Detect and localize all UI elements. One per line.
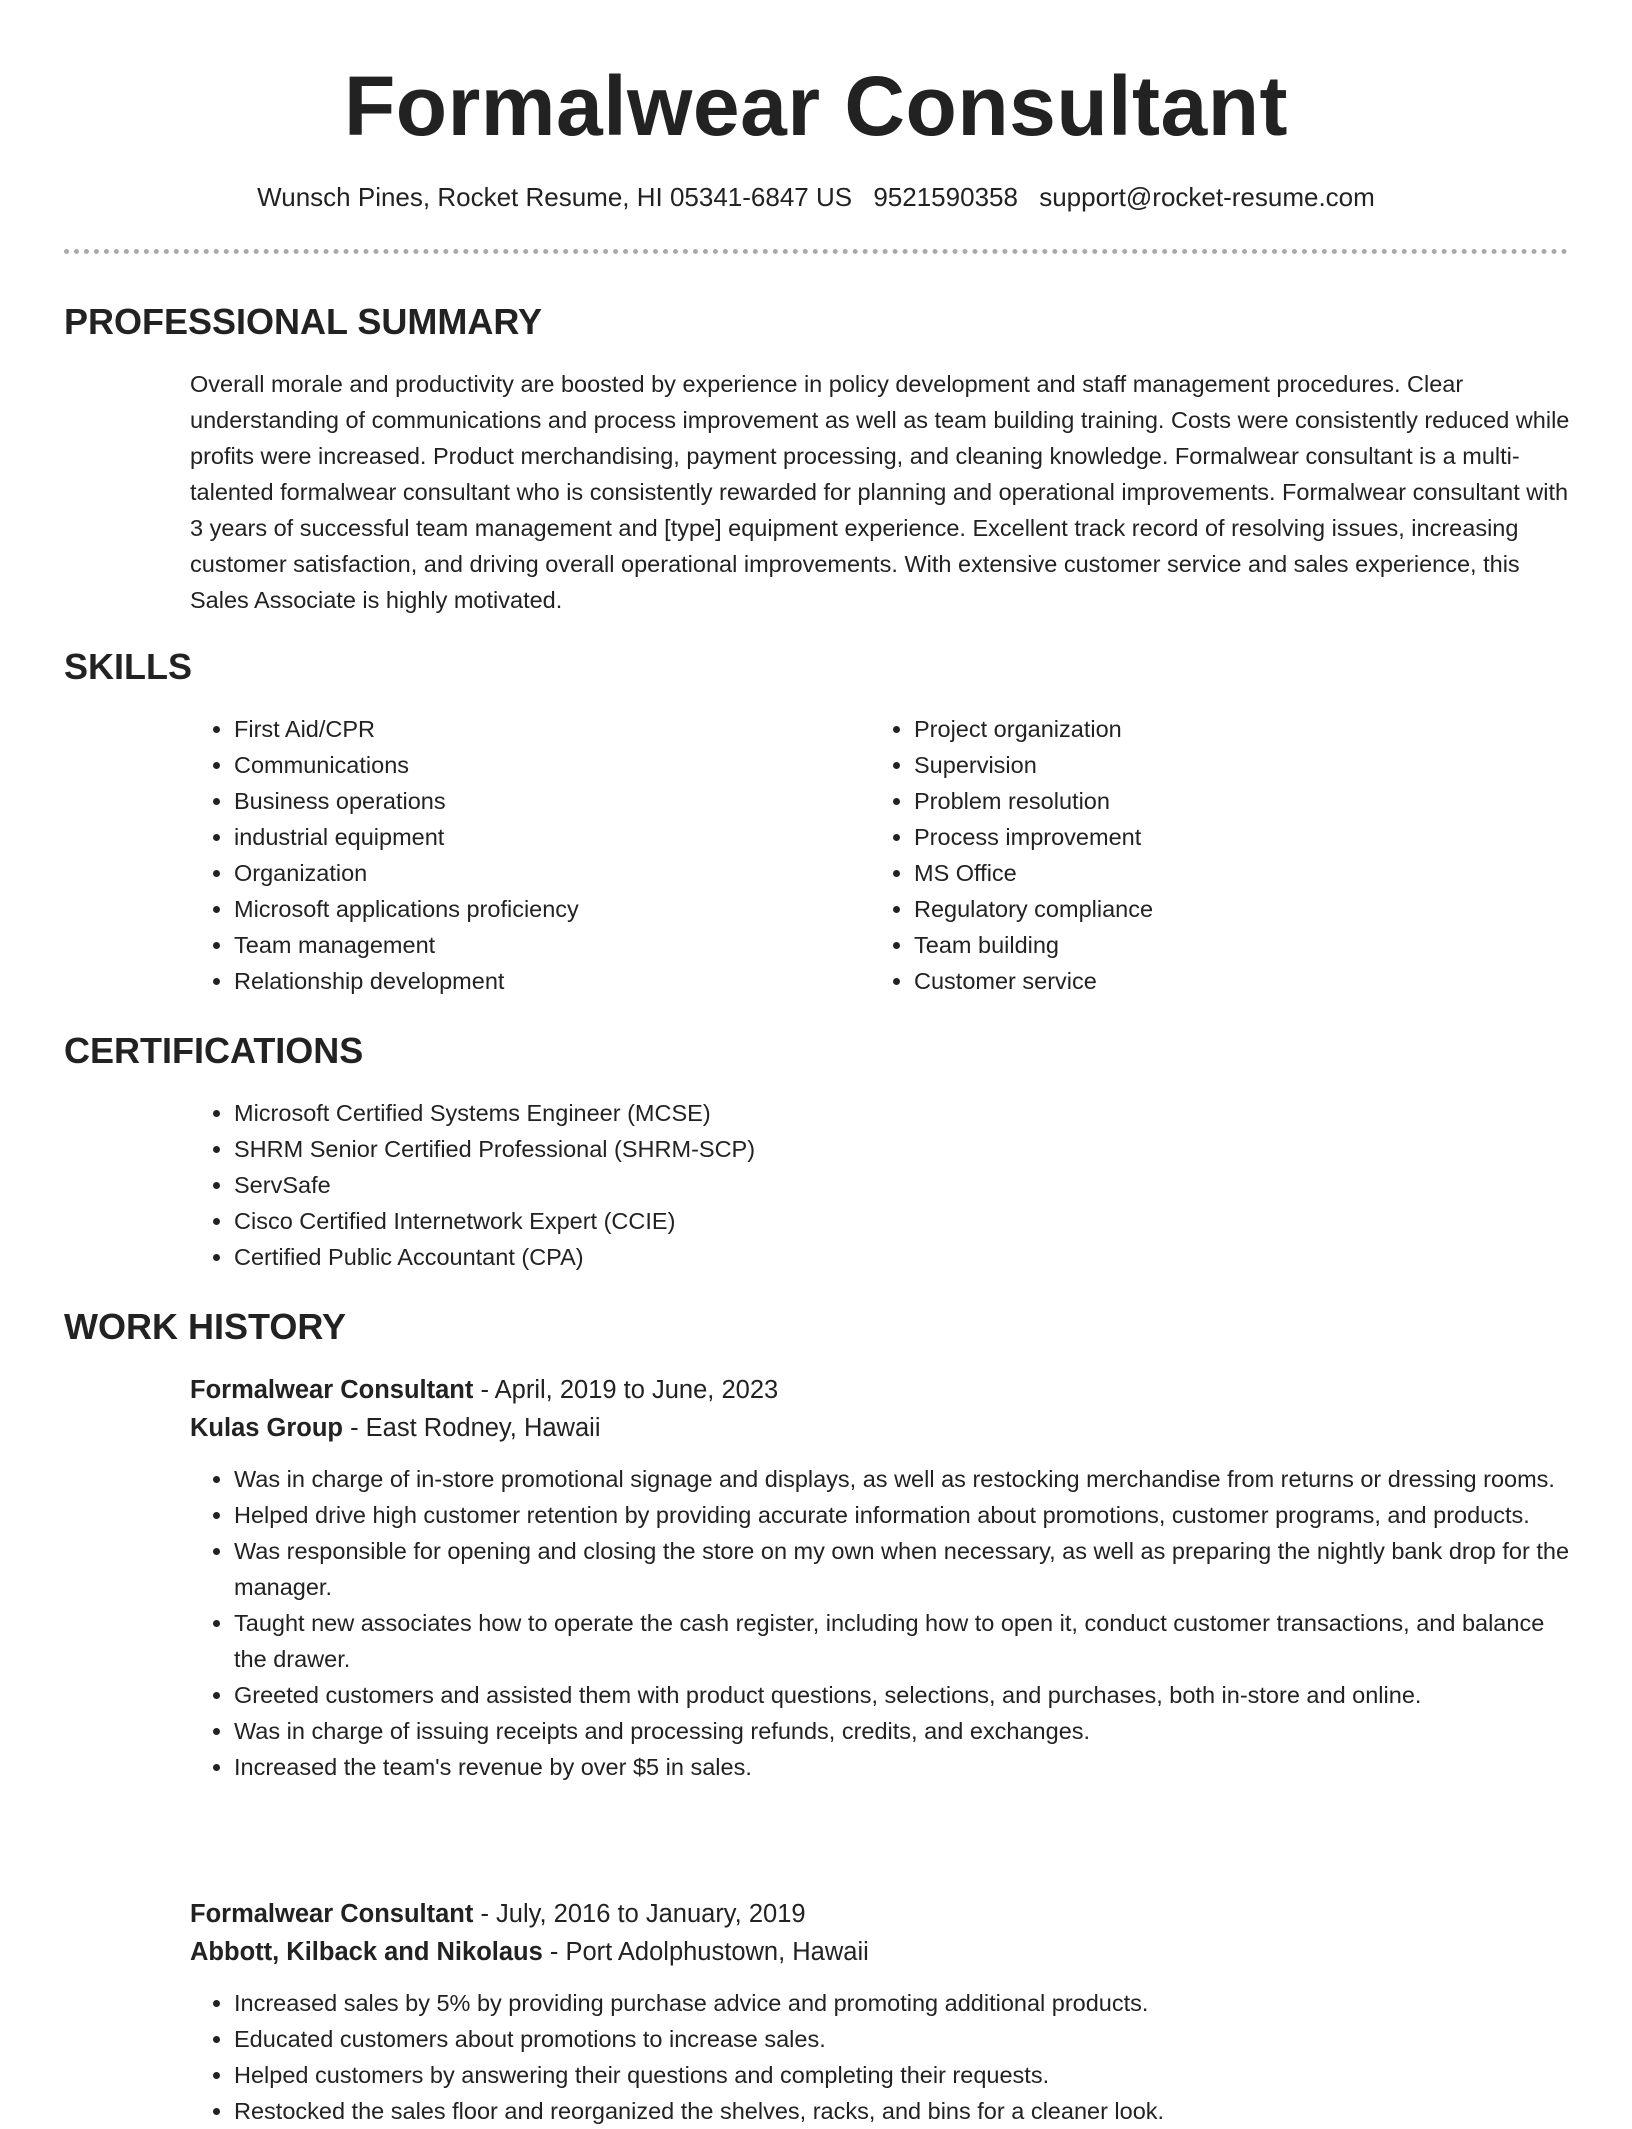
skill-item: • Team management	[234, 927, 830, 963]
skill-item: • Customer service	[914, 963, 1510, 999]
job-bullet: • Taught new associates how to operate the cash register, including how to open it, conduct customer transactions, and balance the drawer.	[234, 1605, 1570, 1677]
summary-text: Overall morale and productivity are boosted by experience in policy development and staff management procedures. Clear understanding of communications and process improvement as well as team building training. Costs were consistently reduced while profits were increased. Product merchandising, payment processing, and cleaning knowledge. Formalwear consultant is a multi-talented formalwear consultant who is consistently rewarded for planning and operational improvements. Formalwear consultant with 3 years of successful team management and [type] equipment experience. Excellent track record of resolving issues, increasing customer satisfaction, and driving overall operational improvements. With extensive customer service and sales experience, this Sales Associate is highly motivated.	[190, 371, 1570, 613]
job-location: - Port Adolphustown, Hawaii	[542, 1938, 869, 1966]
job-title-line	[190, 1371, 1570, 1409]
certifications-heading: CERTIFICATIONS	[64, 1030, 364, 1071]
job-title-line	[190, 1895, 1570, 1933]
job-location: - East Rodney, Hawaii	[343, 1414, 601, 1442]
skill-item: • MS Office	[914, 855, 1510, 891]
skill-item: • Organization	[234, 855, 830, 891]
skill-item: • First Aid/CPR	[234, 711, 830, 747]
job-role: Formalwear Consultant	[190, 1376, 474, 1404]
contact-line	[64, 180, 1568, 214]
certification-item: • SHRM Senior Certified Professional (SHRM-SCP)	[234, 1131, 1190, 1167]
contact-email: support@rocket-resume.com	[1039, 182, 1375, 212]
header-divider	[64, 249, 1568, 254]
job-company: Kulas Group	[190, 1414, 344, 1442]
skills-list-left	[190, 711, 830, 999]
job-bullets	[190, 1985, 1570, 2129]
skill-item: • industrial equipment	[234, 819, 830, 855]
certifications-list	[190, 1095, 1190, 1275]
job-bullet: • Was in charge of in-store promotional signage and displays, as well as restocking merchandise from returns or dressing rooms.	[234, 1461, 1570, 1497]
certification-item: • Cisco Certified Internetwork Expert (CCIE)	[234, 1203, 1190, 1239]
work-history-heading: WORK HISTORY	[64, 1306, 347, 1347]
job-dates: - April, 2019 to June, 2023	[473, 1376, 779, 1404]
skill-item: • Process improvement	[914, 819, 1510, 855]
job-entry	[190, 1371, 1570, 1785]
skill-item: • Regulatory compliance	[914, 891, 1510, 927]
resume-page	[64, 0, 1570, 2124]
contact-address: Wunsch Pines, Rocket Resume, HI 05341-6847 US	[257, 182, 853, 212]
job-company: Abbott, Kilback and Nikolaus	[190, 1938, 543, 1966]
certification-item: • Microsoft Certified Systems Engineer (MCSE)	[234, 1095, 1190, 1131]
skill-item: • Project organization	[914, 711, 1510, 747]
skill-item: • Microsoft applications proficiency	[234, 891, 830, 927]
contact-phone: 9521590358	[873, 182, 1018, 212]
job-company-line	[190, 1409, 1570, 1447]
job-dates: - July, 2016 to January, 2019	[473, 1900, 806, 1928]
summary-heading: PROFESSIONAL SUMMARY	[64, 301, 543, 342]
skills-column-right	[870, 711, 1510, 999]
job-bullet: • Was responsible for opening and closing the store on my own when necessary, as well as preparing the nightly bank drop for the manager.	[234, 1533, 1570, 1605]
job-bullets	[190, 1461, 1570, 1785]
skill-item: • Supervision	[914, 747, 1510, 783]
certification-item: • ServSafe	[234, 1167, 1190, 1203]
job-bullet: • Helped drive high customer retention by providing accurate information about promotions, customer programs, and products.	[234, 1497, 1570, 1533]
skills-list-right	[870, 711, 1510, 999]
skills-column-left	[190, 711, 830, 999]
skill-item: • Relationship development	[234, 963, 830, 999]
certifications-block	[190, 1095, 1190, 1275]
job-bullet: • Greeted customers and assisted them with product questions, selections, and purchases, both in-store and online.	[234, 1677, 1570, 1713]
job-bullet: • Was in charge of issuing receipts and processing refunds, credits, and exchanges.	[234, 1713, 1570, 1749]
skill-item: • Communications	[234, 747, 830, 783]
job-bullet: • Increased the team's revenue by over $5 in sales.	[234, 1749, 1570, 1785]
job-bullet: • Educated customers about promotions to increase sales.	[234, 2021, 1570, 2057]
skill-item: • Team building	[914, 927, 1510, 963]
skills-heading: SKILLS	[64, 646, 193, 687]
candidate-name: Formalwear Consultant	[344, 59, 1288, 153]
certification-item: • Certified Public Accountant (CPA)	[234, 1239, 1190, 1275]
job-bullet: • Increased sales by 5% by providing purchase advice and promoting additional products.	[234, 1985, 1570, 2021]
skill-item: • Business operations	[234, 783, 830, 819]
job-company-line	[190, 1933, 1570, 1971]
job-bullet: • Helped customers by answering their questions and completing their requests.	[234, 2057, 1570, 2093]
job-role: Formalwear Consultant	[190, 1900, 474, 1928]
job-entry	[190, 1895, 1570, 2129]
job-bullet: • Restocked the sales floor and reorganized the shelves, racks, and bins for a cleaner look.	[234, 2093, 1570, 2129]
skill-item: • Problem resolution	[914, 783, 1510, 819]
